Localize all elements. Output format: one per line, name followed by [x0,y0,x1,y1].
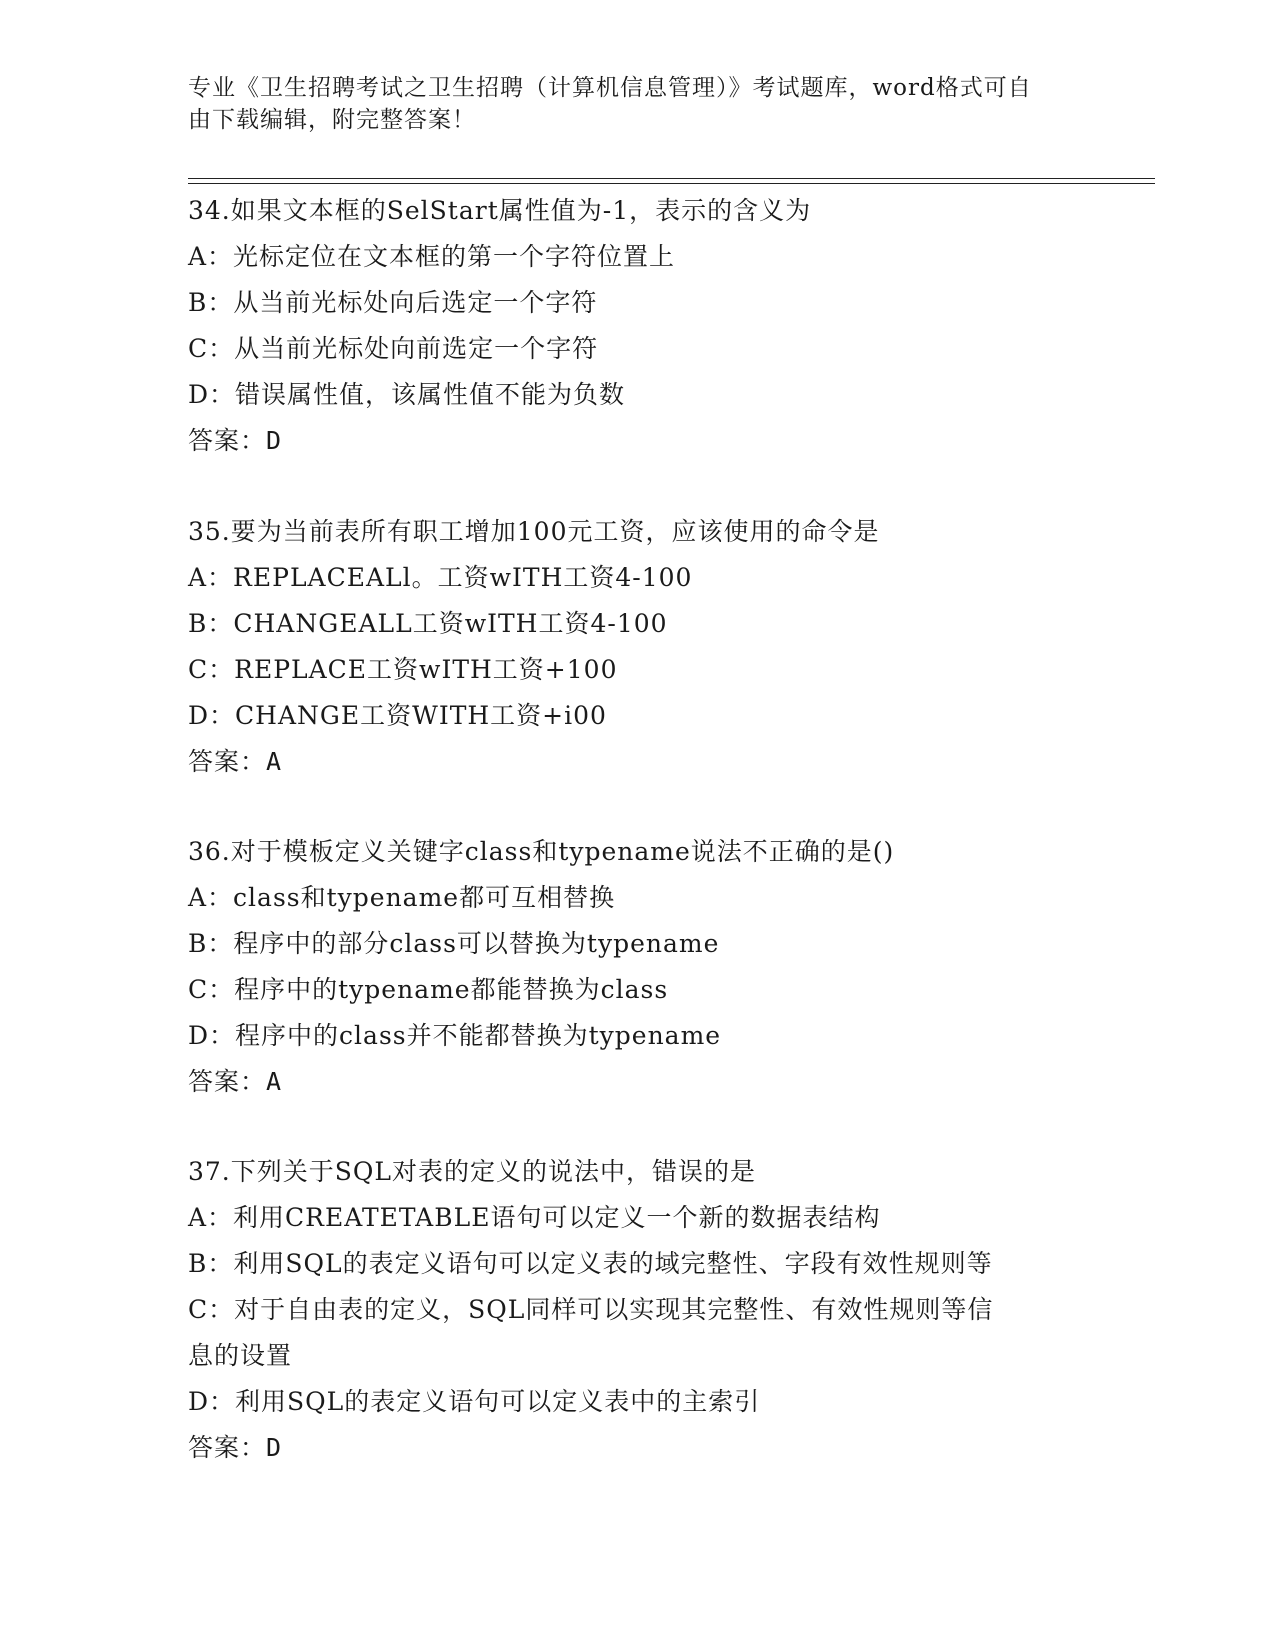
option-c: C：REPLACE工资wITH工资+100 [188,655,618,684]
answer-label: 答案：D [188,426,283,455]
answer-label: 答案：D [188,1433,283,1462]
document-header [188,72,1068,136]
option-a: A：光标定位在文本框的第一个字符位置上 [188,242,676,271]
option-a: A：利用CREATETABLE语句可以定义一个新的数据表结构 [188,1203,881,1232]
option-a: A：class和typename都可互相替换 [188,883,616,912]
question-stem: 37.下列关于SQL对表的定义的说法中，错误的是 [188,1157,756,1186]
option-c: C：对于自由表的定义，SQL同样可以实现其完整性、有效性规则等信 [188,1295,994,1324]
header-divider-top [188,178,1155,179]
option-b: B：程序中的部分class可以替换为typename [188,929,720,958]
header-line-1: 专业《卫生招聘考试之卫生招聘（计算机信息管理）》考试题库，word格式可自 [188,75,1032,101]
option-b: B：从当前光标处向后选定一个字符 [188,288,598,317]
question-34 [188,188,1088,464]
question-stem: 34.如果文本框的SelStart属性值为-1，表示的含义为 [188,196,812,225]
question-37 [188,1149,1088,1471]
question-36 [188,829,1088,1105]
option-c: C：程序中的typename都能替换为class [188,975,669,1004]
question-35 [188,509,1088,785]
answer-label: 答案：A [188,1067,283,1096]
option-b: B：CHANGEALL工资wITH工资4-100 [188,609,668,638]
option-d: D：程序中的class并不能都替换为typename [188,1021,722,1050]
header-divider-bottom [188,183,1155,184]
question-stem: 35.要为当前表所有职工增加100元工资，应该使用的命令是 [188,517,880,546]
question-stem: 36.对于模板定义关键字class和typename说法不正确的是() [188,837,895,866]
option-a: A：REPLACEALl。工资wITH工资4-100 [188,563,693,592]
option-d: D：CHANGE工资WITH工资+i00 [188,701,607,730]
option-c: C：从当前光标处向前选定一个字符 [188,334,599,363]
option-d: D：利用SQL的表定义语句可以定义表中的主索引 [188,1387,761,1416]
answer-label: 答案：A [188,747,283,776]
header-line-2: 由下载编辑，附完整答案！ [188,107,476,133]
option-c-continued: 息的设置 [188,1341,293,1370]
option-b: B：利用SQL的表定义语句可以定义表的域完整性、字段有效性规则等 [188,1249,993,1278]
option-d: D：错误属性值，该属性值不能为负数 [188,380,626,409]
